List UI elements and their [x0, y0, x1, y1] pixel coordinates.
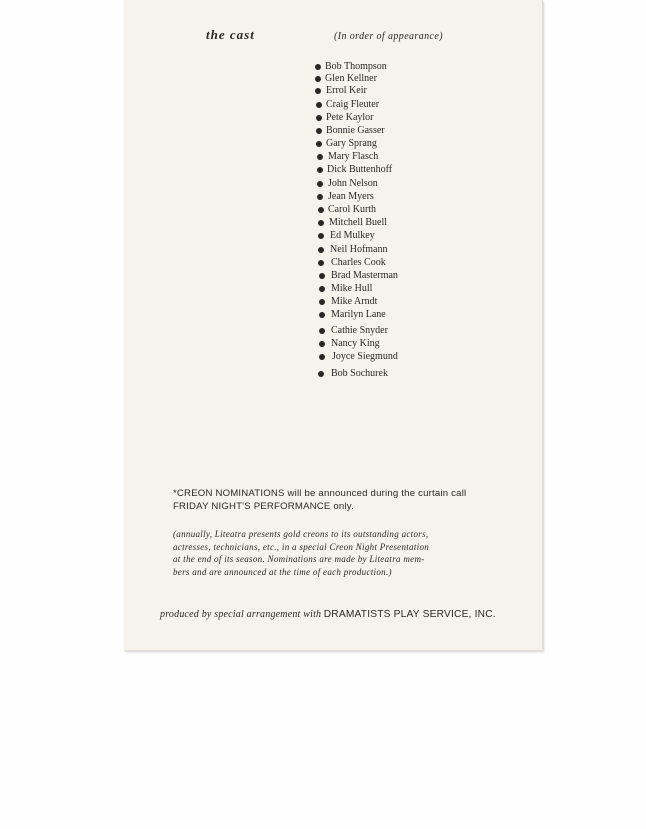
- cast-actor: Ed Mulkey: [330, 230, 375, 241]
- bullet-icon: [318, 220, 324, 226]
- cast-actor: Carol Kurth: [328, 204, 377, 215]
- annual-note-line: actresses, technicians, etc., in a special Creon Night Presentation: [173, 541, 430, 552]
- annual-note-line: bers and are announced at the time of each production.): [173, 566, 392, 577]
- bullet-icon: [319, 273, 325, 279]
- bullet-icon: [317, 194, 323, 200]
- annual-note: [173, 528, 523, 578]
- cast-actor: Cathie Snyder: [331, 325, 388, 336]
- cast-actor: Bob Sochurek: [331, 368, 388, 379]
- cast-actor: Gary Sprang: [326, 138, 377, 149]
- cast-subheading: (In order of appearance): [334, 31, 443, 42]
- bullet-icon: [318, 247, 324, 253]
- credit-italic: produced by special arrangement with: [160, 609, 322, 620]
- bullet-icon: [316, 115, 322, 121]
- cast-actor: Mitchell Buell: [329, 217, 388, 228]
- cast-actor: Bob Thompson: [325, 61, 387, 72]
- annual-note-line: at the end of its season. Nominations are made by Liteatra mem-: [173, 554, 425, 564]
- cast-actor: Errol Keir: [326, 85, 367, 96]
- bullet-icon: [319, 354, 325, 360]
- bullet-icon: [319, 286, 325, 292]
- bullet-icon: [316, 102, 322, 108]
- cast-heading: the cast: [206, 27, 255, 42]
- bullet-icon: [319, 312, 325, 318]
- bullet-icon: [315, 76, 321, 82]
- cast-actor: Marilyn Lane: [331, 309, 386, 320]
- cast-actor: Brad Masterman: [331, 270, 398, 281]
- nominations-note: [173, 487, 523, 513]
- bullet-icon: [319, 299, 325, 305]
- annual-note-line: (annually, Liteatra presents gold creons to its outstanding actors,: [173, 529, 429, 539]
- cast-actor: Jean Myers: [328, 191, 374, 202]
- cast-actor: Mike Hull: [331, 283, 373, 294]
- cast-actor: Mike Arndt: [331, 296, 378, 307]
- bullet-icon: [319, 341, 325, 347]
- credit-publisher: DRAMATISTS PLAY SERVICE, INC.: [323, 609, 496, 620]
- cast-actor: Craig Fleuter: [326, 99, 380, 110]
- cast-actor: Joyce Siegmund: [332, 351, 398, 362]
- cast-actor: Pete Kaylor: [326, 112, 374, 123]
- bullet-icon: [317, 181, 323, 187]
- bullet-icon: [318, 233, 324, 239]
- cast-actor: Bonnie Gasser: [326, 125, 385, 136]
- bullet-icon: [319, 328, 325, 334]
- cast-actor: Dick Buttenhoff: [327, 164, 393, 175]
- bullet-icon: [316, 128, 322, 134]
- bullet-icon: [317, 154, 323, 160]
- bullet-icon: [318, 260, 324, 266]
- cast-actor: John Nelson: [328, 178, 378, 189]
- nominations-line: FRIDAY NIGHT'S PERFORMANCE only.: [173, 501, 354, 512]
- bullet-icon: [318, 371, 324, 377]
- cast-actor: Glen Kellner: [325, 73, 377, 84]
- cast-actor: Charles Cook: [331, 257, 386, 268]
- nominations-line: *CREON NOMINATIONS will be announced during the curtain call: [173, 488, 467, 499]
- bullet-icon: [315, 88, 321, 94]
- bullet-icon: [315, 64, 321, 70]
- cast-actor: Nancy King: [331, 338, 380, 349]
- cast-actor: Mary Flasch: [328, 151, 379, 162]
- bullet-icon: [318, 207, 324, 213]
- cast-actor: Neil Hofmann: [330, 244, 388, 255]
- bullet-icon: [317, 167, 323, 173]
- production-credit: [160, 609, 496, 620]
- bullet-icon: [316, 141, 322, 147]
